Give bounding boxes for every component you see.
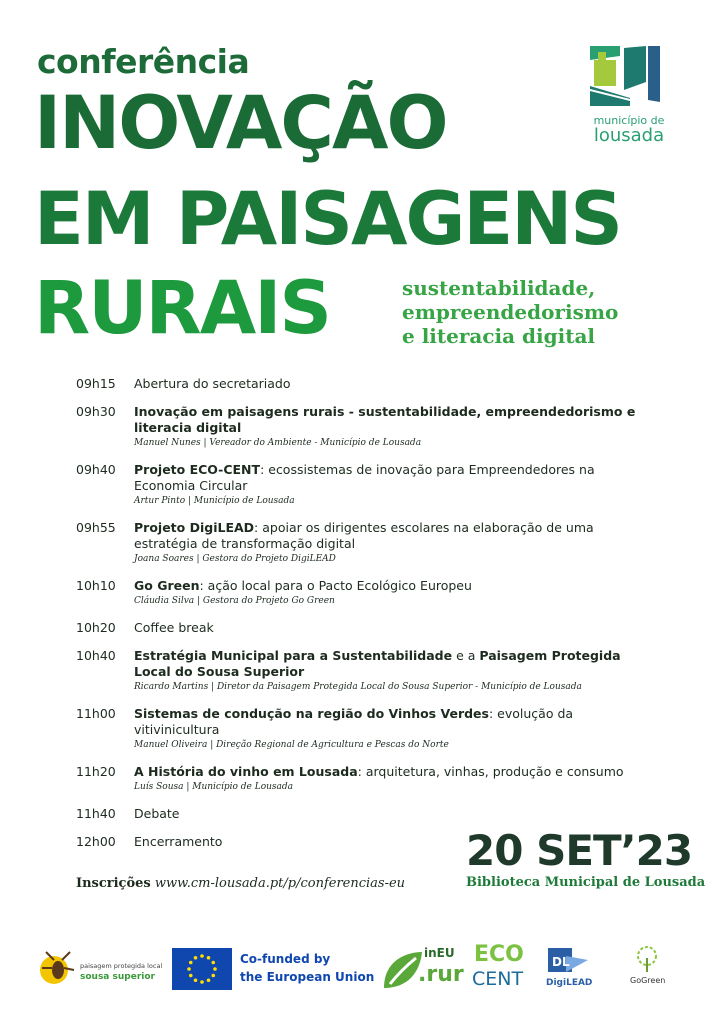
sousa-line-2: sousa superior [80,972,155,982]
eu-line-1: Co-funded by [240,952,331,966]
stag-beetle-icon [36,948,76,988]
program-speaker: Artur Pinto | Município de Lousada [134,496,295,506]
program-title [134,578,472,594]
eu-star-icon [194,956,198,960]
program-title [134,404,656,436]
event-date: 20 SET’23 [466,826,693,875]
program-item [76,620,656,636]
program-time: 10h10 [76,578,116,593]
program-title-bold: Sistemas de condução na região do Vinhos Verdes [134,706,489,721]
program-title [134,520,656,552]
program-body [134,404,656,450]
program-title-text: Abertura do secretariado [134,376,291,391]
program-speaker: Luís Sousa | Município de Lousada [134,782,294,792]
gogreen-tree-icon [632,944,662,974]
program-title-bold: Go Green [134,578,200,593]
eu-star-icon [211,961,215,965]
eu-star-icon [213,967,217,971]
program-item [76,806,656,822]
program-item [76,462,656,508]
logo-line-2: lousada [593,125,665,146]
program-title-bold: Projeto ECO-CENT [134,462,261,477]
program-item [76,520,656,566]
program-time: 09h55 [76,520,116,535]
program-body [134,620,214,636]
eu-star-icon [189,974,193,978]
program-title [134,764,624,780]
program-body [134,706,656,752]
program-body [134,520,656,566]
program-time: 11h40 [76,806,116,821]
program-body [134,648,656,694]
subtitle-line-3: e literacia digital [402,324,595,348]
program-title-bold: Projeto DigiLEAD [134,520,255,535]
program-time: 11h20 [76,764,116,779]
program-time: 10h20 [76,620,116,635]
program-item [76,376,656,392]
lousada-municipality-logo [590,46,668,145]
program-title [134,834,222,850]
eu-star-icon [187,967,191,971]
subtitle-line-2: empreendedorismo [402,300,619,324]
program-title [134,376,291,392]
program-time: 09h15 [76,376,116,391]
sousa-superior-logo [36,948,163,992]
program-title-bold: Inovação em paisagens rurais - sustentabilidade, empreendedorismo e literacia digital [134,404,636,435]
program-title [134,648,656,680]
eu-star-icon [200,980,204,984]
eu-star-icon [189,961,193,965]
program-time: 09h40 [76,462,116,477]
eco-cent-logo [470,942,536,996]
program-list [76,376,656,862]
eu-star-icon [207,956,211,960]
program-time: 10h40 [76,648,116,663]
program-title [134,620,214,636]
eco-top: ECO [474,942,524,967]
rur-bottom: .rur [418,962,464,987]
title-line-2: EM PAISAGENS [34,177,621,262]
program-time: 11h00 [76,706,116,721]
program-body [134,376,291,392]
program-title-text: Debate [134,806,180,821]
kicker: conferência [37,42,250,81]
title-line-1: INOVAÇÃO [34,81,447,166]
program-speaker: Manuel Oliveira | Direção Regional de Agricultura e Pescas do Norte [134,740,449,750]
program-speaker: Ricardo Martins | Diretor da Paisagem Protegida Local do Sousa Superior - Município de Lousada [134,682,582,692]
program-body [134,764,624,794]
digilead-logo [544,946,594,996]
event-venue: Biblioteca Municipal de Lousada [466,875,706,890]
eco-bottom: CENT [472,968,524,990]
gogreen-text: GoGreen [630,976,666,985]
eu-flag-icon [172,948,232,990]
program-item [76,648,656,694]
eu-line-2: the European Union [240,970,375,984]
program-item [76,578,656,608]
program-title-text: Coffee break [134,620,214,635]
program-item [76,764,656,794]
program-title-bold: Estratégia Municipal para a Sustentabilidade [134,648,453,663]
rur-top: inEU [424,946,455,960]
program-title [134,706,656,738]
eu-star-icon [194,978,198,982]
svg-text:DL: DL [552,955,570,969]
subtitle [402,276,702,348]
program-item [76,404,656,450]
program-title-bold: A História do vinho em Lousada [134,764,358,779]
program-body [134,834,222,850]
program-body [134,462,656,508]
gogreen-logo [618,942,688,996]
eu-star-icon [211,974,215,978]
eu-star-icon [207,978,211,982]
program-title-text: : ecossistemas de inovação para Empreendedores na Economia Circular [134,462,595,493]
program-title-bold-2: Paisagem Protegida Local do Sousa Superior [134,648,621,679]
digilead-emblem-icon [546,946,590,976]
lousada-emblem-icon [590,46,668,106]
program-body [134,806,180,822]
program-title-text: : ação local para o Pacto Ecológico Europeu [199,578,472,593]
program-time: 12h00 [76,834,116,849]
title-line-3: RURAIS [34,266,330,351]
program-title-text: : evolução da vitivinicultura [134,706,574,737]
program-title [134,462,656,494]
registration [76,876,405,891]
footer-logos [0,940,724,1000]
program-title-text: Encerramento [134,834,223,849]
subtitle-line-1: sustentabilidade, [402,276,596,300]
sousa-line-1: paisagem protegida local [80,962,163,970]
eu-cofunded-logo [172,948,375,992]
program-body [134,578,472,608]
program-time: 09h30 [76,404,116,419]
digilead-text: DigiLEAD [546,978,593,988]
inEU-rur-logo [380,944,464,994]
eu-star-icon [200,954,204,958]
program-item [76,706,656,752]
registration-label: Inscrições [76,876,151,891]
program-title-text: : apoiar os dirigentes escolares na elaboração de uma estratégia de transformação digital [134,520,594,551]
program-title [134,806,180,822]
program-speaker: Manuel Nunes | Vereador do Ambiente - Município de Lousada [134,438,422,448]
program-speaker: Joana Soares | Gestora do Projeto DigiLEAD [134,554,336,564]
program-title-text: : arquitetura, vinhas, produção e consumo [357,764,624,779]
registration-link[interactable]: www.cm-lousada.pt/p/conferencias-eu [154,876,406,891]
logo-line-1: município de [593,114,665,127]
program-title-text: e a [452,648,480,663]
program-speaker: Cláudia Silva | Gestora do Projeto Go Green [134,596,335,606]
